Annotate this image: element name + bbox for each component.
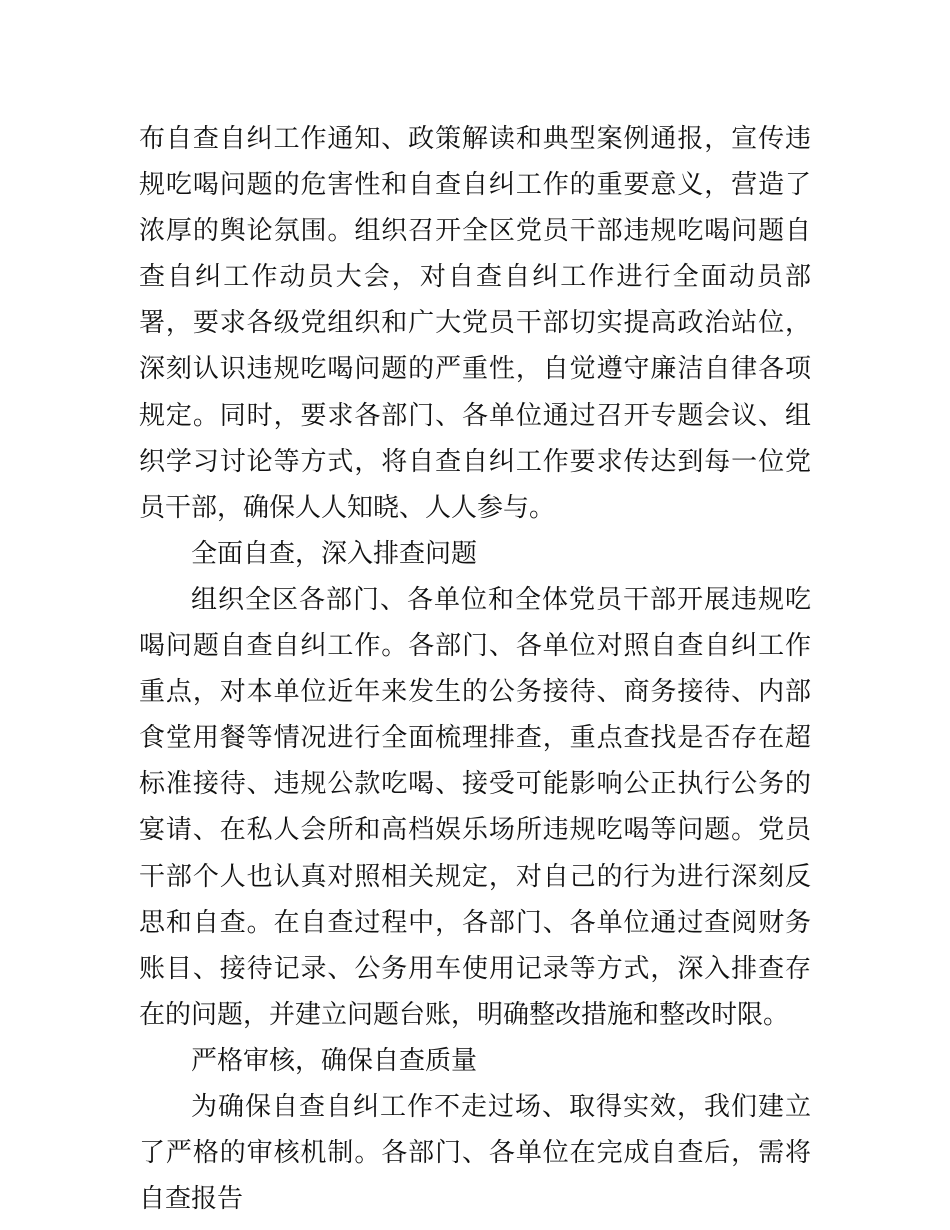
paragraph-self-inspection: 组织全区各部门、各单位和全体党员干部开展违规吃喝问题自查自纠工作。各部门、各单位对照自查自纠工作重点，对本单位近年来发生的公务接待、商务接待、内部食堂用餐等情况进行全面梳理排查，重点查找是否存在超标准接待、违规公款吃喝、接受可能影响公正执行公务的宴请、在私人会所和高档娱乐场所违规吃喝等问题。党员干部个人也认真对照相关规定，对自己的行为进行深刻反思和自查。在自查过程中，各部门、各单位通过查阅财务账目、接待记录、公务用车使用记录等方式，深入排查存在的问题，并建立问题台账，明确整改措施和整改时限。	[139, 584, 811, 1030]
paragraph-strict-review: 为确保自查自纠工作不走过场、取得实效，我们建立了严格的审核机制。各部门、各单位在完成自查后，需将自查报告	[139, 1091, 811, 1215]
section-heading-strict-review: 严格审核，确保自查质量	[191, 1045, 478, 1076]
paragraph-publicity-continued: 布自查自纠工作通知、政策解读和典型案例通报，宣传违规吃喝问题的危害性和自查自纠工作的重要意义，营造了浓厚的舆论氛围。组织召开全区党员干部违规吃喝问题自查自纠工作动员大会，对自查自纠工作进行全面动员部署，要求各级党组织和广大党员干部切实提高政治站位，深刻认识违规吃喝问题的严重性，自觉遵守廉洁自律各项规定。同时，要求各部门、各单位通过召开专题会议、组织学习讨论等方式，将自查自纠工作要求传达到每一位党员干部，确保人人知晓、人人参与。	[139, 124, 811, 523]
section-heading-self-inspection: 全面自查，深入排查问题	[191, 538, 478, 569]
document-body	[139, 116, 811, 1222]
